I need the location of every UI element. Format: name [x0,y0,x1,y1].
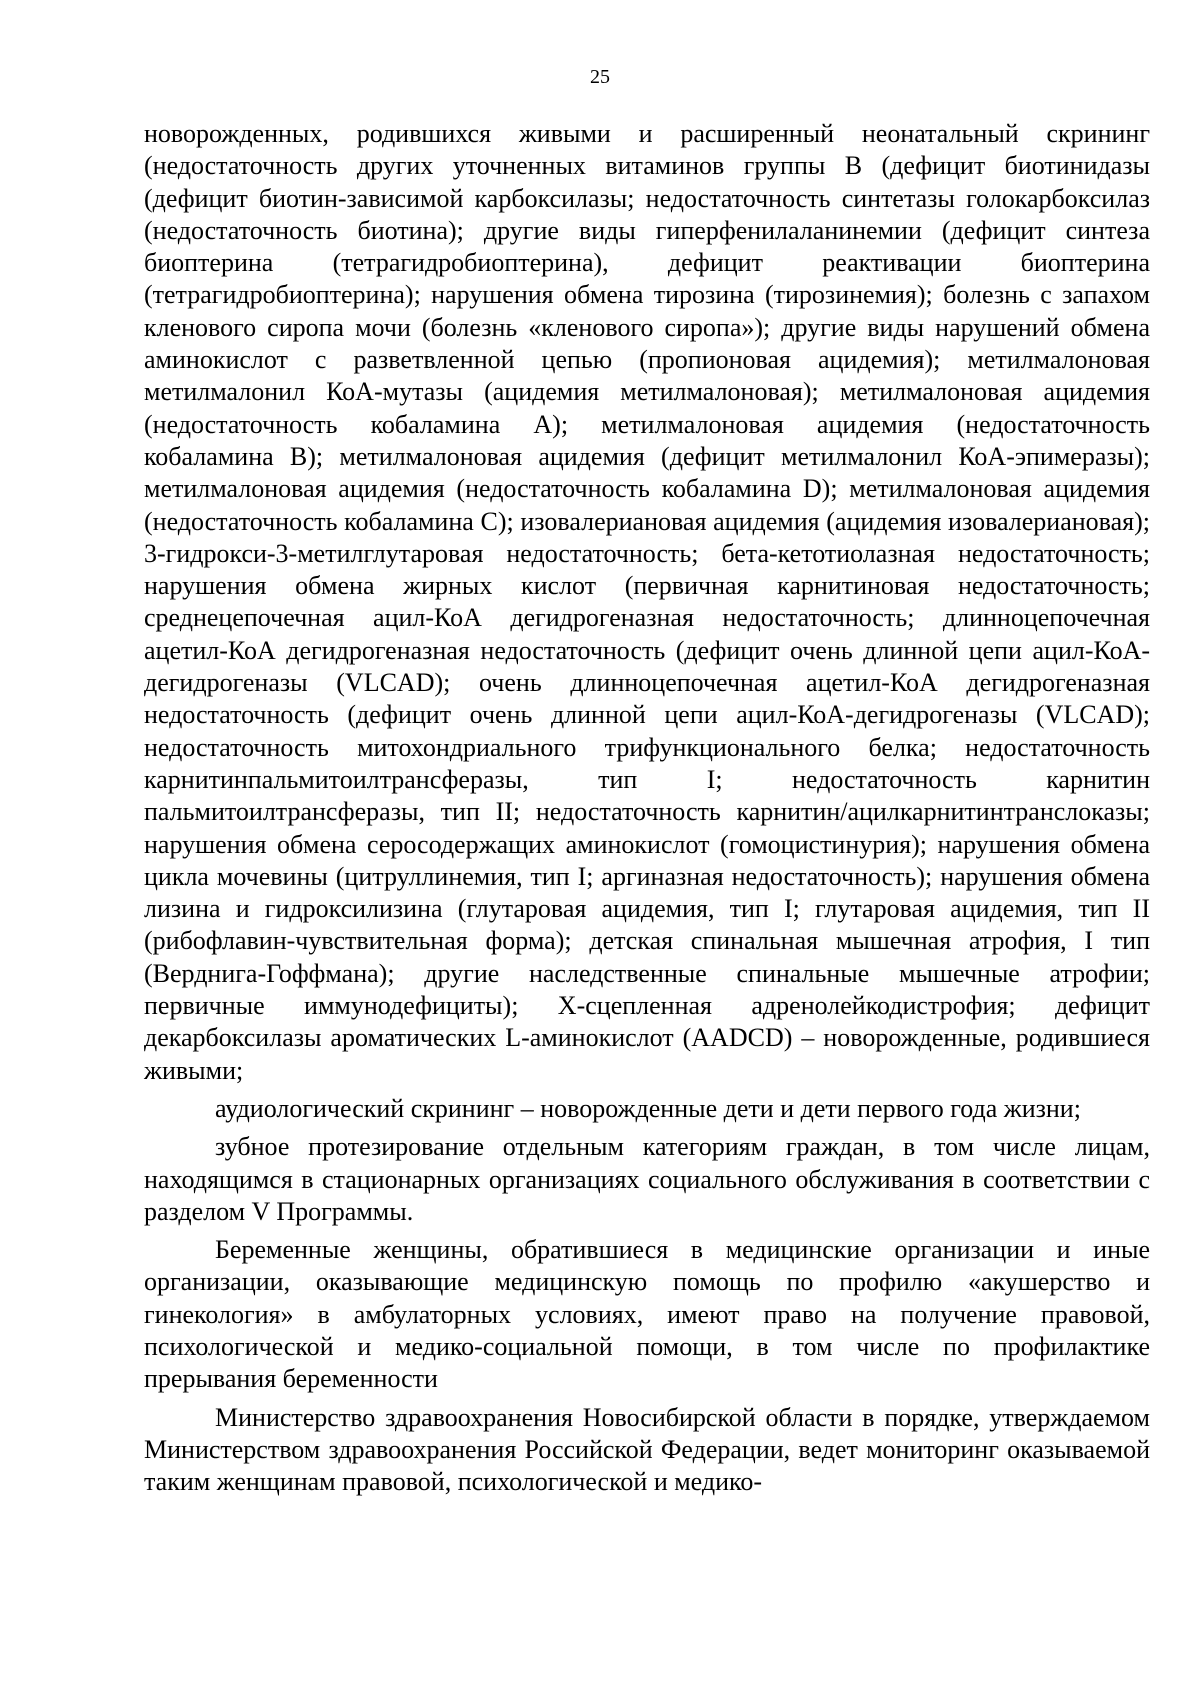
paragraph-screening-list: новорожденных, родившихся живыми и расширенный неонатальный скрининг (недостаточность других уточненных витаминов группы B (дефицит биотинидазы (дефицит биотин-зависимой карбоксилазы; недостаточность синтетазы голокарбоксилаз (недостаточность биотина); другие виды гиперфенилаланинемии (дефицит синтеза биоптерина (тетрагидробиоптерина), дефицит реактивации биоптерина (тетрагидробиоптерина); нарушения обмена тирозина (тирозинемия); болезнь с запахом кленового сиропа мочи (болезнь «кленового сиропа»); другие виды нарушений обмена аминокислот с разветвленной цепью (пропионовая ацидемия); метилмалоновая метилмалонил КоА-мутазы (ацидемия метилмалоновая); метилмалоновая ацидемия (недостаточность кобаламина А); метилмалоновая ацидемия (недостаточность кобаламина B); метилмалоновая ацидемия (дефицит метилмалонил КоА-эпимеразы); метилмалоновая ацидемия (недостаточность кобаламина D); метилмалоновая ацидемия (недостаточность кобаламина C); изовалериановая ацидемия (ацидемия изовалериановая); 3-гидрокси-3-метилглутаровая недостаточность; бета-кетотиолазная недостаточность; нарушения обмена жирных кислот (первичная карнитиновая недостаточность; среднецепочечная ацил-КоА дегидрогеназная недостаточность; длинноцепочечная ацетил-КоА дегидрогеназная недостаточность (дефицит очень длинной цепи ацил-КоА-дегидрогеназы (VLCAD); очень длинноцепочечная ацетил-КоА дегидрогеназная недостаточность (дефицит очень длинной цепи ацил-КоА-дегидрогеназы (VLCAD); недостаточность митохондриального трифункционального белка; недостаточность карнитинпальмитоилтрансферазы, тип I; недостаточность карнитин пальмитоилтрансферазы, тип II; недостаточность карнитин/ацилкарнитинтранслоказы; нарушения обмена серосодержащих аминокислот (гомоцистинурия); нарушения обмена цикла мочевины (цитруллинемия, тип I; аргиназная недостаточность); нарушения обмена лизина и гидроксилизина (глутаровая ацидемия, тип I; глутаровая ацидемия, тип II (рибофлавин-чувствительная форма); детская спинальная мышечная атрофия, I тип (Верднига-Гоффмана); другие наследственные спинальные мышечные атрофии; первичные иммунодефициты); Х-сцепленная адренолейкодистрофия; дефицит декарбоксилазы ароматических L-аминокислот (AADCD) – новорожденные, родившиеся живыми; [144,119,1150,1085]
document-body [144,118,1150,1504]
page-number: 25 [590,66,610,88]
paragraph-pregnant-women: Беременные женщины, обратившиеся в медицинские организации и иные организации, оказывающие медицинскую помощь по профилю «акушерство и гинекология» в амбулаторных условиях, имеют право на получение правовой, психологической и медико-социальной помощи, в том числе по профилактике прерывания беременности [144,1235,1150,1394]
paragraph-dental-prosthetics: зубное протезирование отдельным категориям граждан, в том числе лицам, находящимся в стационарных организациях социального обслуживания в соответствии с разделом V Программы. [144,1132,1150,1226]
paragraph-audiology-screening: аудиологический скрининг – новорожденные дети и дети первого года жизни; [215,1093,1081,1123]
paragraph-ministry-monitoring: Министерство здравоохранения Новосибирской области в порядке, утверждаемом Министерством здравоохранения Российской Федерации, ведет мониторинг оказываемой таким женщинам правовой, психологической и медико- [144,1402,1150,1497]
